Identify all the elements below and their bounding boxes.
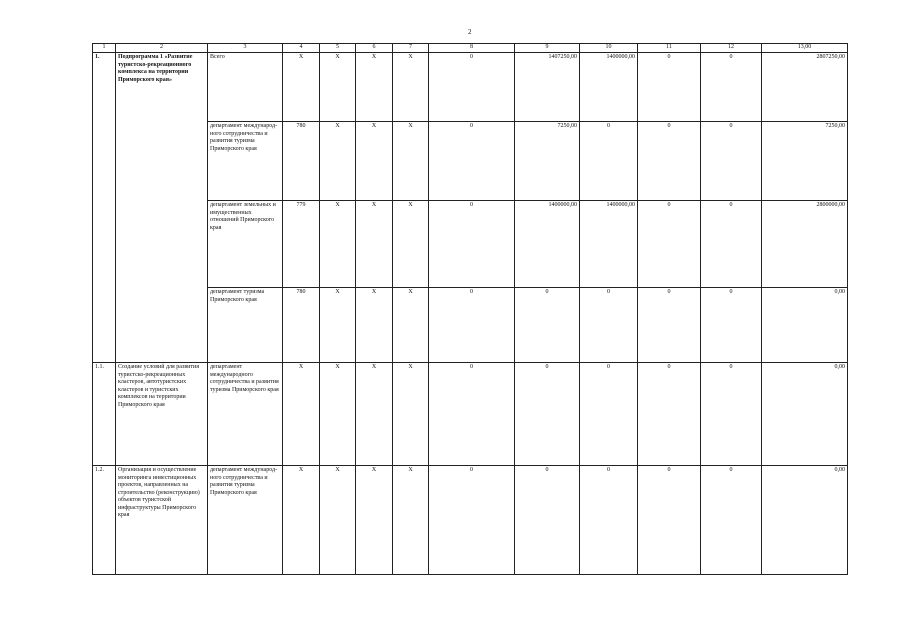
responsible-cell: Всего [208, 53, 283, 122]
total-cell: 0,00 [762, 363, 848, 466]
value-cell: 0 [638, 201, 701, 288]
value-cell: X [393, 288, 429, 363]
value-cell: X [356, 53, 393, 122]
column-header: 11 [638, 44, 701, 53]
value-cell: 0 [638, 363, 701, 466]
column-number-row [93, 44, 848, 53]
column-header: 5 [320, 44, 356, 53]
value-cell: X [320, 201, 356, 288]
total-cell: 7250,00 [762, 122, 848, 201]
program-number: 1. [93, 53, 116, 363]
value-cell: 0 [580, 466, 638, 575]
value-cell: 0 [429, 201, 515, 288]
value-cell: 0 [701, 122, 762, 201]
value-cell: 1400000,00 [580, 53, 638, 122]
total-cell: 2807250,00 [762, 53, 848, 122]
total-cell: 0,00 [762, 288, 848, 363]
value-cell: 0 [701, 53, 762, 122]
value-cell: 0 [701, 363, 762, 466]
column-header: 7 [393, 44, 429, 53]
value-cell: 0 [515, 363, 580, 466]
value-cell: 0 [638, 53, 701, 122]
code-cell: X [283, 466, 320, 575]
value-cell: 0 [638, 288, 701, 363]
column-header: 12 [701, 44, 762, 53]
total-cell: 0,00 [762, 466, 848, 575]
value-cell: 0 [429, 53, 515, 122]
column-header: 10 [580, 44, 638, 53]
code-cell: X [283, 53, 320, 122]
value-cell: 0 [701, 288, 762, 363]
column-header: 2 [116, 44, 208, 53]
table-row [93, 466, 848, 575]
column-header: 6 [356, 44, 393, 53]
value-cell: 0 [701, 466, 762, 575]
table-row [93, 53, 848, 122]
value-cell: 0 [515, 288, 580, 363]
page-number: 2 [468, 28, 472, 36]
value-cell: 0 [429, 288, 515, 363]
column-header: 3 [208, 44, 283, 53]
code-cell: X [283, 363, 320, 466]
value-cell: X [320, 122, 356, 201]
total-cell: 2800000,00 [762, 201, 848, 288]
value-cell: 1400000,00 [580, 201, 638, 288]
value-cell: X [320, 53, 356, 122]
value-cell: 0 [701, 201, 762, 288]
value-cell: 0 [580, 288, 638, 363]
value-cell: X [393, 122, 429, 201]
value-cell: X [356, 288, 393, 363]
value-cell: X [393, 466, 429, 575]
value-cell: 0 [429, 122, 515, 201]
responsible-cell: департамент земельных и имущественных отношений Приморского края [208, 201, 283, 288]
value-cell: 0 [638, 466, 701, 575]
value-cell: 0 [580, 363, 638, 466]
value-cell: X [356, 201, 393, 288]
responsible-cell: департамент туризма Приморского края [208, 288, 283, 363]
item-name: Создание условий для развития туристско-рекреационных кластеров, автотуристских кластеров и туристских комплексов на территории Приморского края [116, 363, 208, 466]
item-number: 1.2. [93, 466, 116, 575]
table-row [93, 363, 848, 466]
value-cell: 1400000,00 [515, 201, 580, 288]
responsible-cell: департамент международ-ного сотрудничества и развития туризма Приморского края [208, 122, 283, 201]
code-cell: 779 [283, 201, 320, 288]
value-cell: X [356, 122, 393, 201]
value-cell: 0 [638, 122, 701, 201]
value-cell: X [393, 363, 429, 466]
value-cell: 0 [580, 122, 638, 201]
value-cell: 0 [429, 363, 515, 466]
responsible-cell: департамент международного сотрудничества и развития туризма Приморского края [208, 363, 283, 466]
value-cell: X [320, 363, 356, 466]
value-cell: X [393, 53, 429, 122]
budget-table [92, 43, 848, 575]
responsible-cell: департамент международ-ного сотрудничества и развития туризма Приморского края [208, 466, 283, 575]
value-cell: X [320, 466, 356, 575]
code-cell: 780 [283, 288, 320, 363]
item-name: Организация и осуществление мониторинга инвестиционных проектов, направленных на строительство (реконструкцию) объектов туристской инфраструктуры Приморского края [116, 466, 208, 575]
column-header: 4 [283, 44, 320, 53]
column-header: 13,00 [762, 44, 848, 53]
column-header: 9 [515, 44, 580, 53]
value-cell: 0 [429, 466, 515, 575]
value-cell: 7250,00 [515, 122, 580, 201]
value-cell: X [356, 363, 393, 466]
value-cell: 0 [515, 466, 580, 575]
value-cell: X [393, 201, 429, 288]
code-cell: 780 [283, 122, 320, 201]
value-cell: X [356, 466, 393, 575]
value-cell: X [320, 288, 356, 363]
value-cell: 1407250,00 [515, 53, 580, 122]
column-header: 8 [429, 44, 515, 53]
program-name: Подпрограмма 1 «Развитие туристско-рекреационного комплекса на территории Приморского края» [116, 53, 208, 363]
item-number: 1.1. [93, 363, 116, 466]
column-header: 1 [93, 44, 116, 53]
